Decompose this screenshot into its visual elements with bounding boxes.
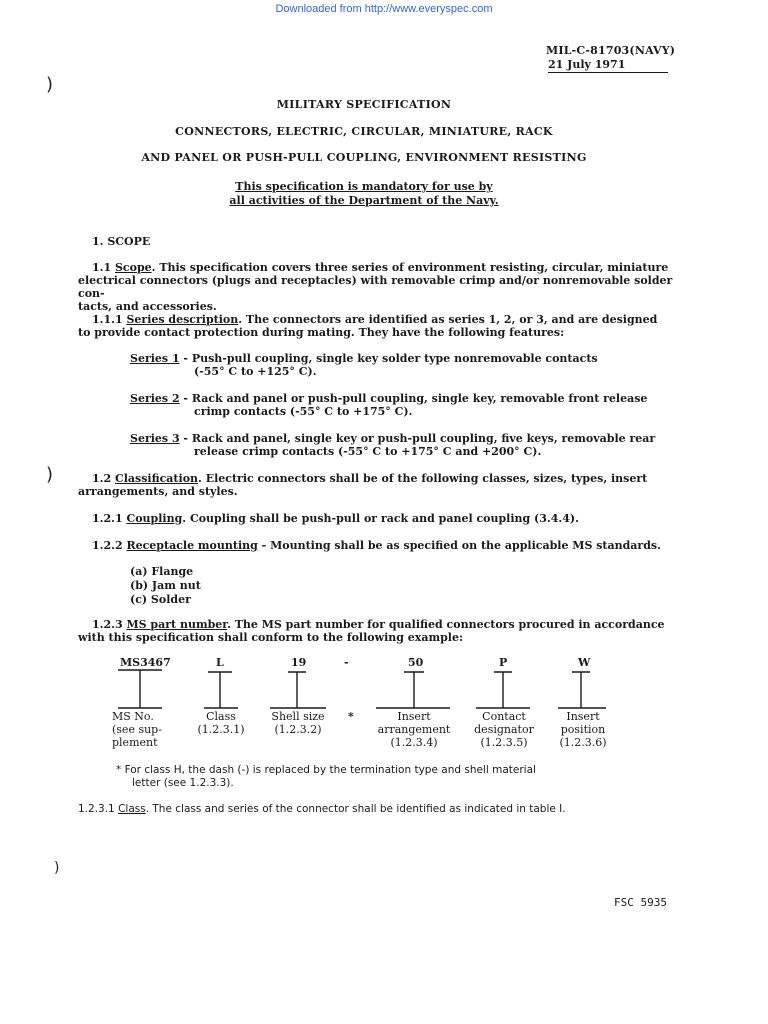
download-link[interactable]: Downloaded from http://www.everyspec.com (275, 3, 493, 15)
series-text: crimp contacts (-55° C to +175° C). (194, 405, 413, 418)
pn-field-ref: (1.2.3.1) (197, 723, 245, 736)
pn-field-ref: arrangement (377, 723, 451, 736)
margin-mark: ) (54, 860, 60, 876)
series-text: release crimp contacts (-55° C to +175° C and +200° C). (194, 445, 542, 458)
para-text: tacts, and accessories. (78, 300, 217, 313)
pn-code-insert-position: W (578, 656, 591, 669)
pn-field-ref: (1.2.3.6) (559, 736, 607, 749)
pn-code-dash: - (344, 656, 349, 669)
pn-code-shell-size: 19 (291, 656, 307, 669)
series-text: - Rack and panel, single key or push-pull coupling, five keys, removable rear (179, 432, 656, 445)
para-text: with this specification shall conform to the following example: (78, 631, 464, 644)
para-text: . The class and series of the connector shall be identified as indicated in table I. (145, 803, 566, 815)
spec-date: 21 July 1971 (548, 58, 668, 73)
pn-field-ref: (1.2.3.5) (480, 736, 528, 749)
para-text: . The connectors are identified as series 1, 2, or 3, and are designed (238, 313, 658, 326)
pn-field-ref: plement (112, 736, 158, 749)
para-text: . Coupling shall be push-pull or rack and panel coupling (3.4.4). (182, 512, 579, 525)
series-text: - Rack and panel or push-pull coupling, single key, removable front release (179, 392, 648, 405)
pn-field-shell-size (262, 710, 334, 736)
pn-field-ref: (1.2.3.2) (274, 723, 322, 736)
pn-field-class (186, 710, 256, 736)
pn-field-title: Shell size (271, 710, 325, 723)
para-number: 1.2.2 (92, 539, 123, 552)
series-text: - Push-pull coupling, single key solder type nonremovable contacts (179, 352, 598, 365)
pn-field-ms-number (112, 710, 174, 749)
pn-field-insert-position (548, 710, 618, 749)
pn-field-ref: designator (474, 723, 534, 736)
mounting-option: (b) Jam nut (130, 579, 201, 592)
section-heading-scope: 1. SCOPE (92, 235, 151, 248)
para-title: Coupling (126, 512, 183, 525)
para-number: 1.1 (92, 261, 112, 274)
mounting-option: (a) Flange (130, 565, 194, 578)
pn-code-ms-number: MS3467 (120, 656, 171, 669)
class-h-note (116, 764, 616, 790)
para-title: Scope (114, 261, 152, 274)
pn-asterisk: * (348, 710, 354, 723)
para-text: arrangements, and styles. (78, 485, 238, 498)
mounting-option: (c) Solder (130, 593, 191, 606)
pn-code-insert-arrangement: 50 (408, 656, 424, 669)
para-title: Classification (114, 472, 199, 485)
pn-field-contact-designator (468, 710, 540, 749)
note-line: * For class H, the dash (-) is replaced by the termination type and shell material (116, 764, 536, 776)
para-number: 1.2.3.1 (78, 803, 115, 815)
spec-id: MIL-C-81703(NAVY) (546, 44, 676, 57)
para-text: electrical connectors (plugs and receptacles) with removable crimp and/or nonremovable solder con- (78, 274, 673, 300)
pn-code-contact-designator: P (499, 656, 508, 669)
para-text: to provide contact protection during mating. They have the following features: (78, 326, 565, 339)
para-number: 1.2 (92, 472, 112, 485)
title-line-1: MILITARY SPECIFICATION (276, 98, 452, 111)
para-text: . Electric connectors shall be of the following classes, sizes, types, insert (198, 472, 648, 485)
series-label: Series 3 (130, 432, 180, 445)
series-label: Series 2 (130, 392, 180, 405)
para-text: - Mounting shall be as specified on the applicable MS standards. (257, 539, 661, 552)
series-label: Series 1 (130, 352, 180, 365)
pn-field-title: MS No. (112, 710, 154, 723)
note-line: letter (see 1.2.3.3). (132, 777, 234, 789)
para-title: MS part number (126, 618, 228, 631)
para-number: 1.2.1 (92, 512, 123, 525)
para-text: . This specification covers three series of environment resisting, circular, miniature (151, 261, 669, 274)
para-text: . The MS part number for qualified connectors procured in accordance (227, 618, 665, 631)
pn-field-ref: (1.2.3.4) (390, 736, 438, 749)
pn-field-title: Class (206, 710, 236, 723)
para-number: 1.2.3 (92, 618, 123, 631)
pn-field-title: Insert (566, 710, 600, 723)
title-line-3: AND PANEL OR PUSH-PULL COUPLING, ENVIRONMENT RESISTING (141, 151, 587, 164)
para-number: 1.1.1 (92, 313, 123, 326)
margin-mark: ) (46, 74, 54, 95)
series-text: (-55° C to +125° C). (194, 365, 317, 378)
pn-field-ref: (see sup- (112, 723, 162, 736)
mandate-line-1: This specification is mandatory for use by (235, 180, 493, 193)
para-title: Class (118, 803, 146, 815)
paragraph-1-2-3-1 (78, 803, 566, 815)
pn-code-class: L (216, 656, 224, 669)
margin-mark: ) (46, 464, 54, 485)
pn-field-ref: position (560, 723, 606, 736)
pn-field-title: Contact (482, 710, 526, 723)
fsc-code: FSC 5935 (614, 896, 667, 909)
title-line-2: CONNECTORS, ELECTRIC, CIRCULAR, MINIATURE, RACK (175, 125, 553, 138)
para-title: Series description (126, 313, 239, 326)
pn-field-insert-arrangement (372, 710, 456, 749)
mandate-line-2: all activities of the Department of the Navy. (229, 194, 499, 207)
pn-field-title: Insert (397, 710, 431, 723)
para-title: Receptacle mounting (126, 539, 258, 552)
